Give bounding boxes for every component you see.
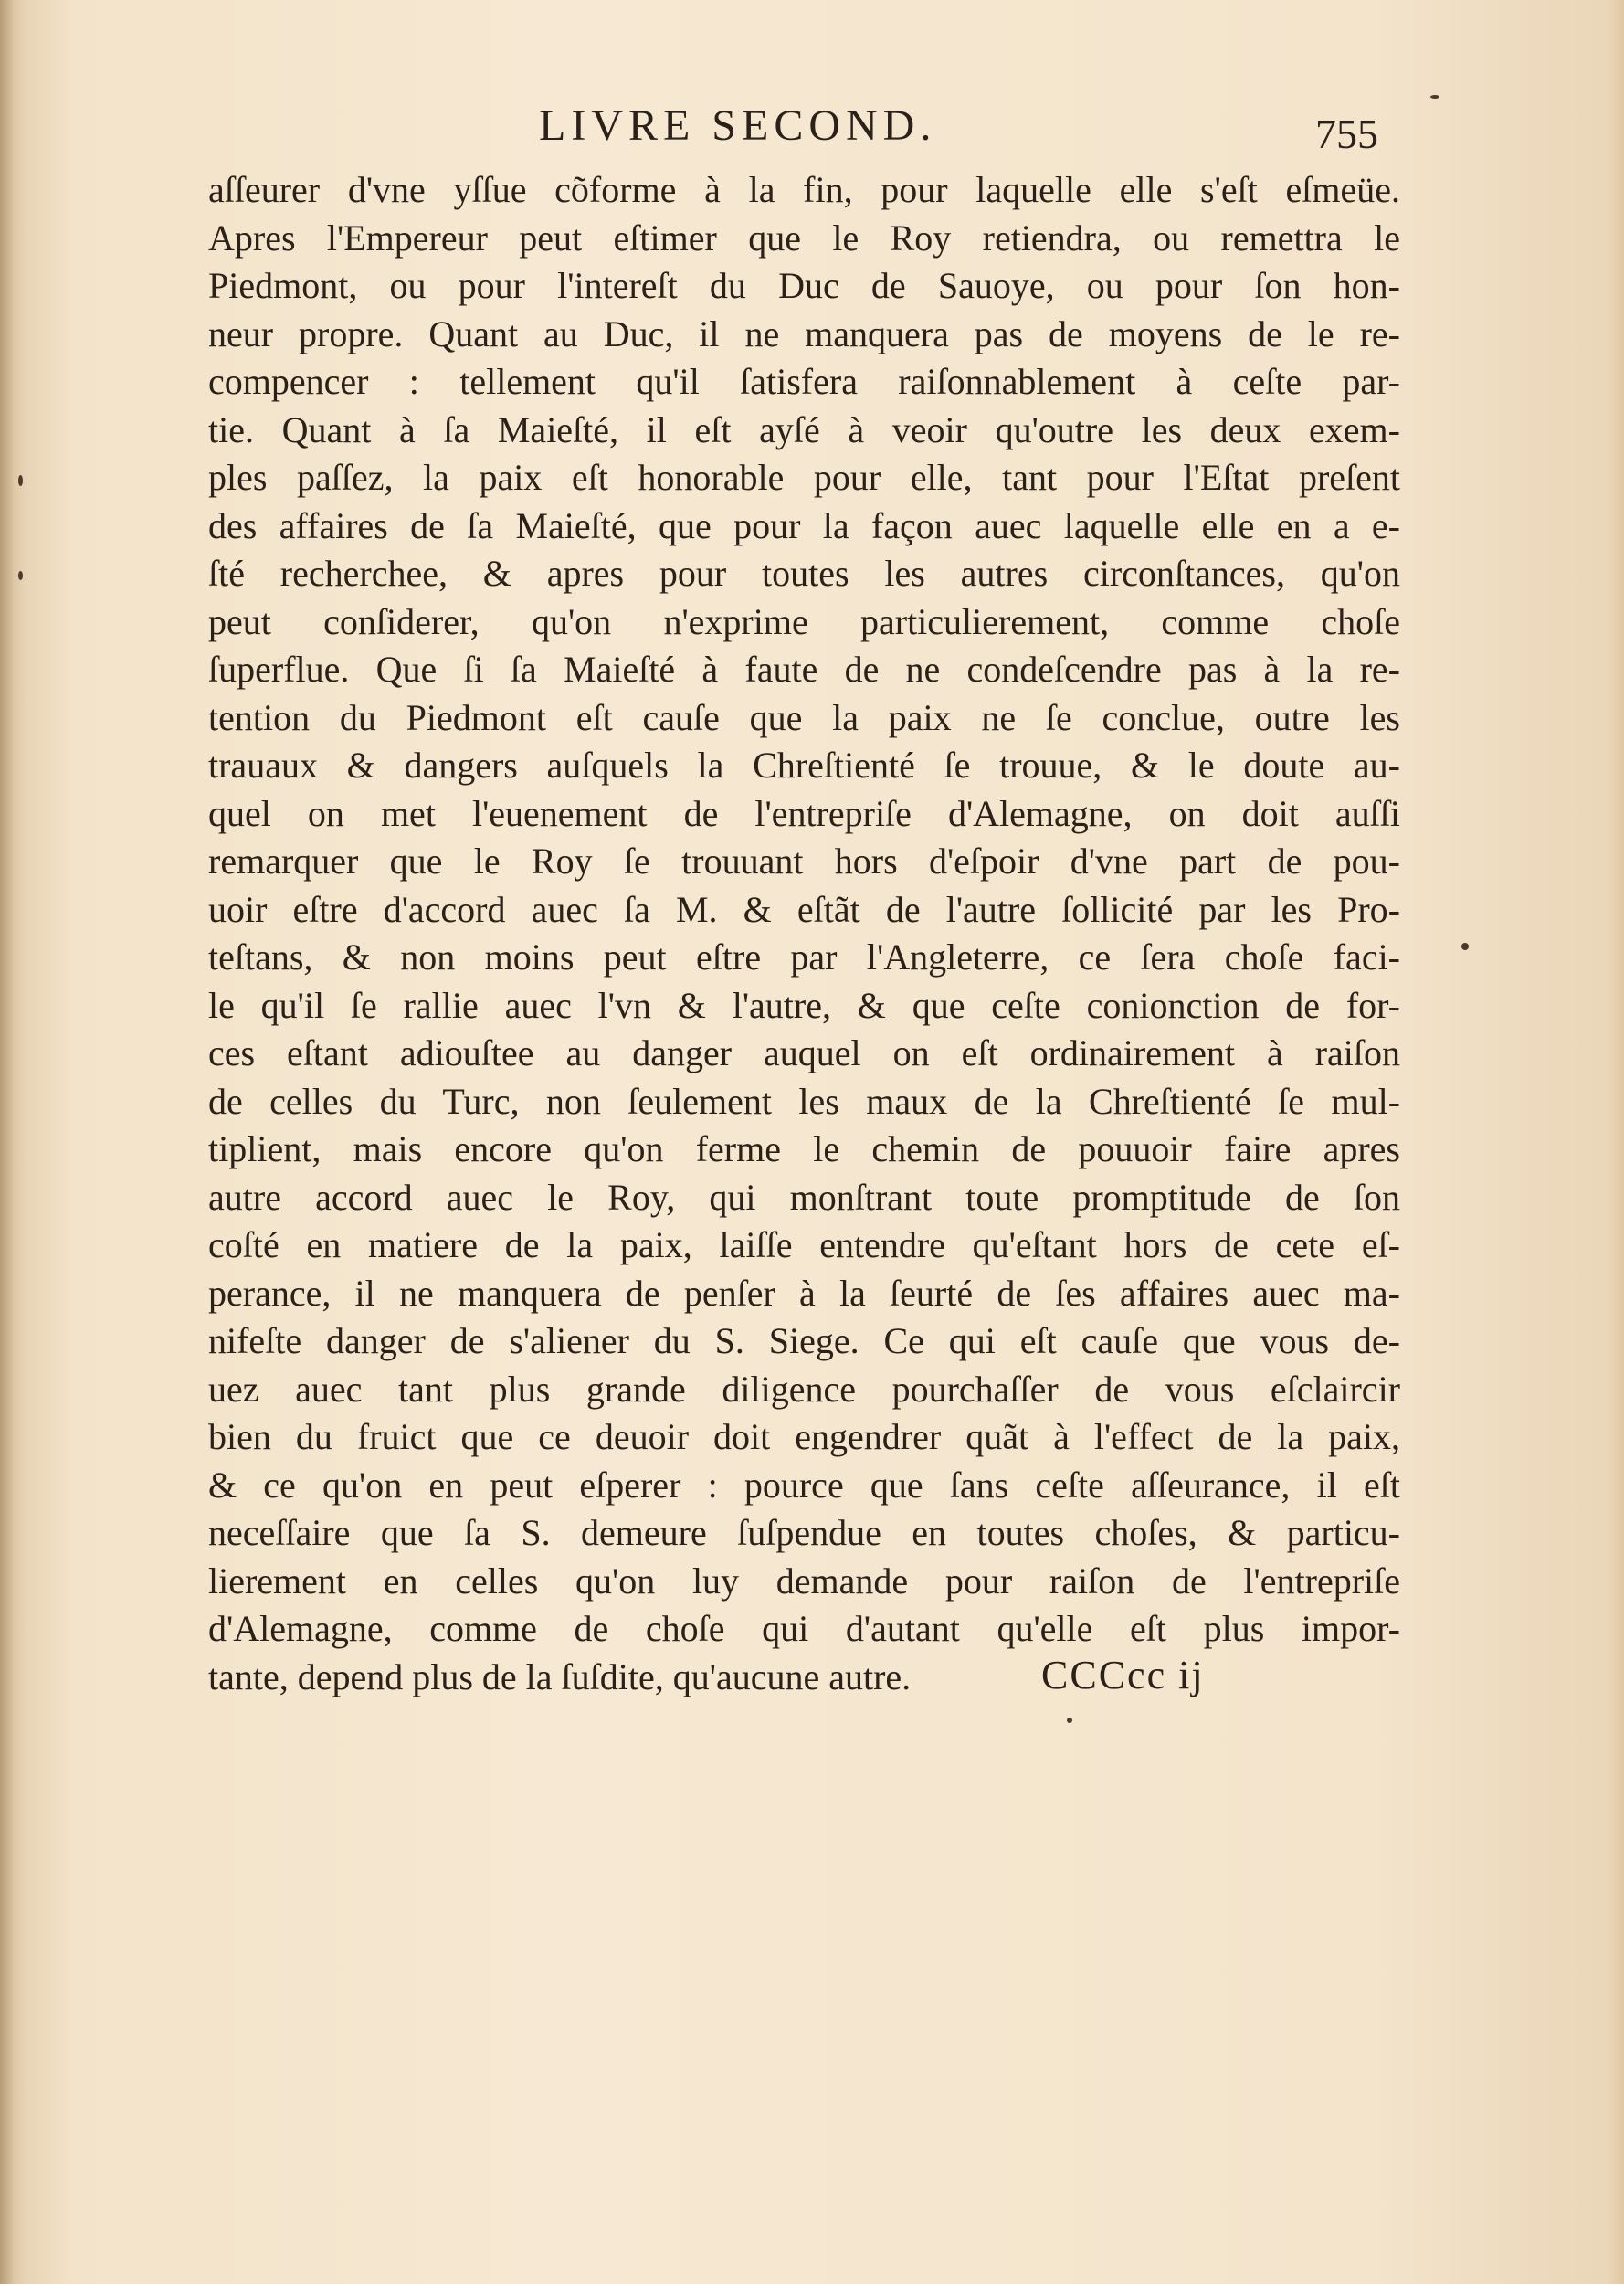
text-line: tention du Piedmont eſt cauſe que la paix ne ſe conclue, outre les <box>208 696 1400 738</box>
text-line: des affaires de ſa Maieſté, que pour la façon auec laquelle elle en a e- <box>208 504 1400 546</box>
text-line: neur propre. Quant au Duc, il ne manquera pas de moyens de le re- <box>208 312 1400 354</box>
text-line: neceſſaire que ſa S. demeure ſuſpendue en toutes choſes, & particu- <box>208 1512 1400 1553</box>
text-line: coſté en matiere de la paix, laiſſe entendre qu'eſtant hors de cete eſ- <box>208 1224 1400 1265</box>
text-line: quel on met l'euenement de l'entrepriſe d'Alemagne, on doit auſſi <box>208 792 1400 834</box>
text-line: uoir eſtre d'accord auec ſa M. & eſtãt de l'autre ſollicité par les Pro- <box>208 888 1400 930</box>
text-line: le qu'il ſe rallie auec l'vn & l'autre, & que ceſte conionction de for- <box>208 984 1400 1026</box>
text-line: ples paſſez, la paix eſt honorable pour elle, tant pour l'Eſtat preſent <box>208 457 1400 498</box>
text-line: & ce qu'on en peut eſperer : pource que ſans ceſte aſſeurance, il eſt <box>208 1464 1400 1506</box>
paper-speck <box>18 571 23 580</box>
paper-speck <box>18 475 23 486</box>
text-line: tiplient, mais encore qu'on ferme le chemin de pouuoir faire apres <box>208 1128 1400 1169</box>
text-line: ſté recherchee, & apres pour toutes les autres circonſtances, qu'on <box>208 553 1400 594</box>
text-line: tie. Quant à ſa Maieſté, il eſt ayſé à veoir qu'outre les deux exem- <box>208 408 1400 450</box>
text-line: lierement en celles qu'on luy demande pour raiſon de l'entrepriſe <box>208 1560 1400 1602</box>
text-line: teſtans, & non moins peut eſtre par l'Angleterre, ce ſera choſe faci- <box>208 936 1400 978</box>
text-line: remarquer que le Roy ſe trouuant hors d'eſpoir d'vne part de pou- <box>208 841 1400 882</box>
binding-edge <box>0 0 13 2284</box>
text-line: ſuperflue. Que ſi ſa Maieſté à faute de ne condeſcendre pas à la re- <box>208 649 1400 690</box>
text-line: aſſeurer d'vne yſſue cõforme à la fin, pour laquelle elle s'eſt eſmeüe. <box>208 169 1400 210</box>
running-head <box>539 100 1452 155</box>
page-number: 755 <box>1315 111 1378 157</box>
text-line: Apres l'Empereur peut eſtimer que le Roy retiendra, ou remettra le <box>208 217 1400 259</box>
text-line: ces eſtant adiouſtee au danger auquel on eſt ordinairement à raiſon <box>208 1032 1400 1073</box>
text-line: autre accord auec le Roy, qui monſtrant toute promptitude de ſon <box>208 1176 1400 1218</box>
paper-speck <box>1430 95 1439 99</box>
text-line: bien du fruict que ce deuoir doit engendrer quãt à l'effect de la paix, <box>208 1416 1400 1457</box>
text-line: peut conſiderer, qu'on n'exprime particulierement, comme choſe <box>208 600 1400 642</box>
body-text <box>208 166 1400 1701</box>
text-line: tante, depend plus de la ſuſdite, qu'aucune autre. <box>208 1655 912 1697</box>
running-title: LIVRE SECOND. <box>539 101 937 150</box>
text-line: perance, il ne manquera de penſer à la ſeurté de ſes affaires auec ma- <box>208 1272 1400 1314</box>
signature-mark: CCCcc ij <box>1041 1653 1205 1697</box>
text-line: Piedmont, ou pour l'intereſt du Duc de Sauoye, ou pour ſon hon- <box>208 265 1400 306</box>
text-line: nifeſte danger de s'aliener du S. Siege. Ce qui eſt cauſe que vous de- <box>208 1320 1400 1361</box>
paper-speck <box>1067 1718 1072 1723</box>
text-line: compencer : tellement qu'il ſatisfera raiſonnablement à ceſte par- <box>208 361 1400 402</box>
paper-speck <box>1461 943 1469 950</box>
text-line: d'Alemagne, comme de choſe qui d'autant qu'elle eſt plus impor- <box>208 1608 1400 1649</box>
text-line: uez auec tant plus grande diligence pourchaſſer de vous eſclaircir <box>208 1368 1400 1410</box>
text-line: trauaux & dangers auſquels la Chreſtienté ſe trouue, & le doute au- <box>208 745 1400 786</box>
text-line: de celles du Turc, non ſeulement les maux de la Chreſtienté ſe mul- <box>208 1080 1400 1122</box>
